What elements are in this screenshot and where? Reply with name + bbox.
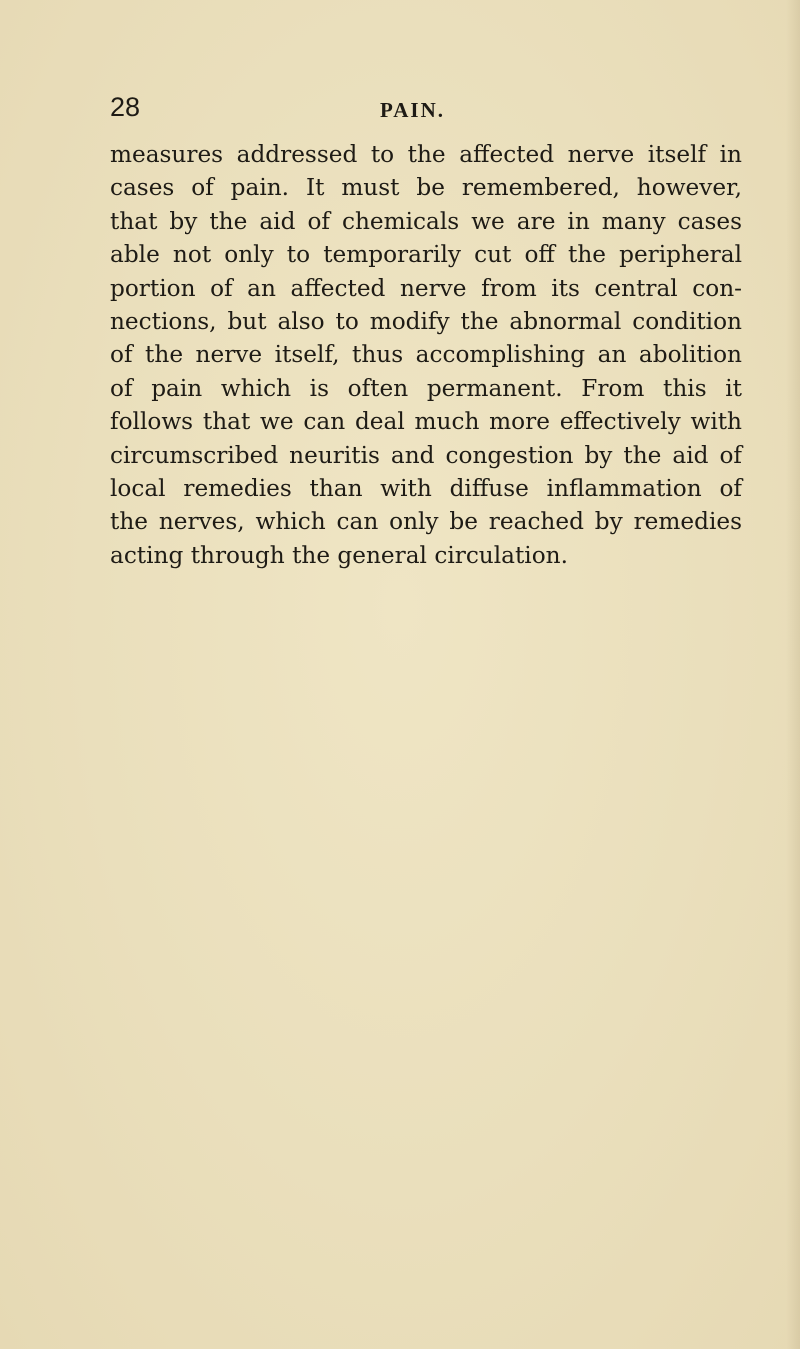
page-header: [110, 92, 730, 126]
text-line: circumscribed neuritis and congestion by the aid of: [110, 441, 742, 469]
text-line: measures addressed to the affected nerve itself in: [110, 141, 742, 168]
text-line: the nerves, which can only be reached by remedies: [110, 508, 742, 536]
text-line: follows that we can deal much more effectively with: [110, 408, 742, 436]
body-paragraph: [110, 138, 742, 572]
text-line: portion of an affected nerve from its central con-: [110, 274, 742, 302]
page-number: 28: [110, 92, 141, 122]
text-line: of the nerve itself, thus accomplishing an abolition: [110, 341, 742, 369]
text-line: acting through the general circulation.: [110, 541, 568, 569]
text-line: nections, but also to modify the abnormal condition: [110, 308, 742, 336]
text-line: able not only to temporarily cut off the peripheral: [110, 241, 742, 269]
text-line: that by the aid of chemicals we are in many cases: [110, 207, 742, 235]
text-line: local remedies than with diffuse inflammation of: [110, 475, 742, 503]
running-head: PAIN.: [380, 98, 446, 122]
page-edge-shadow: [786, 0, 800, 1349]
text-line: of pain which is often permanent. From this it: [110, 374, 742, 402]
text-line: cases of pain. It must be remembered, however,: [110, 174, 742, 202]
